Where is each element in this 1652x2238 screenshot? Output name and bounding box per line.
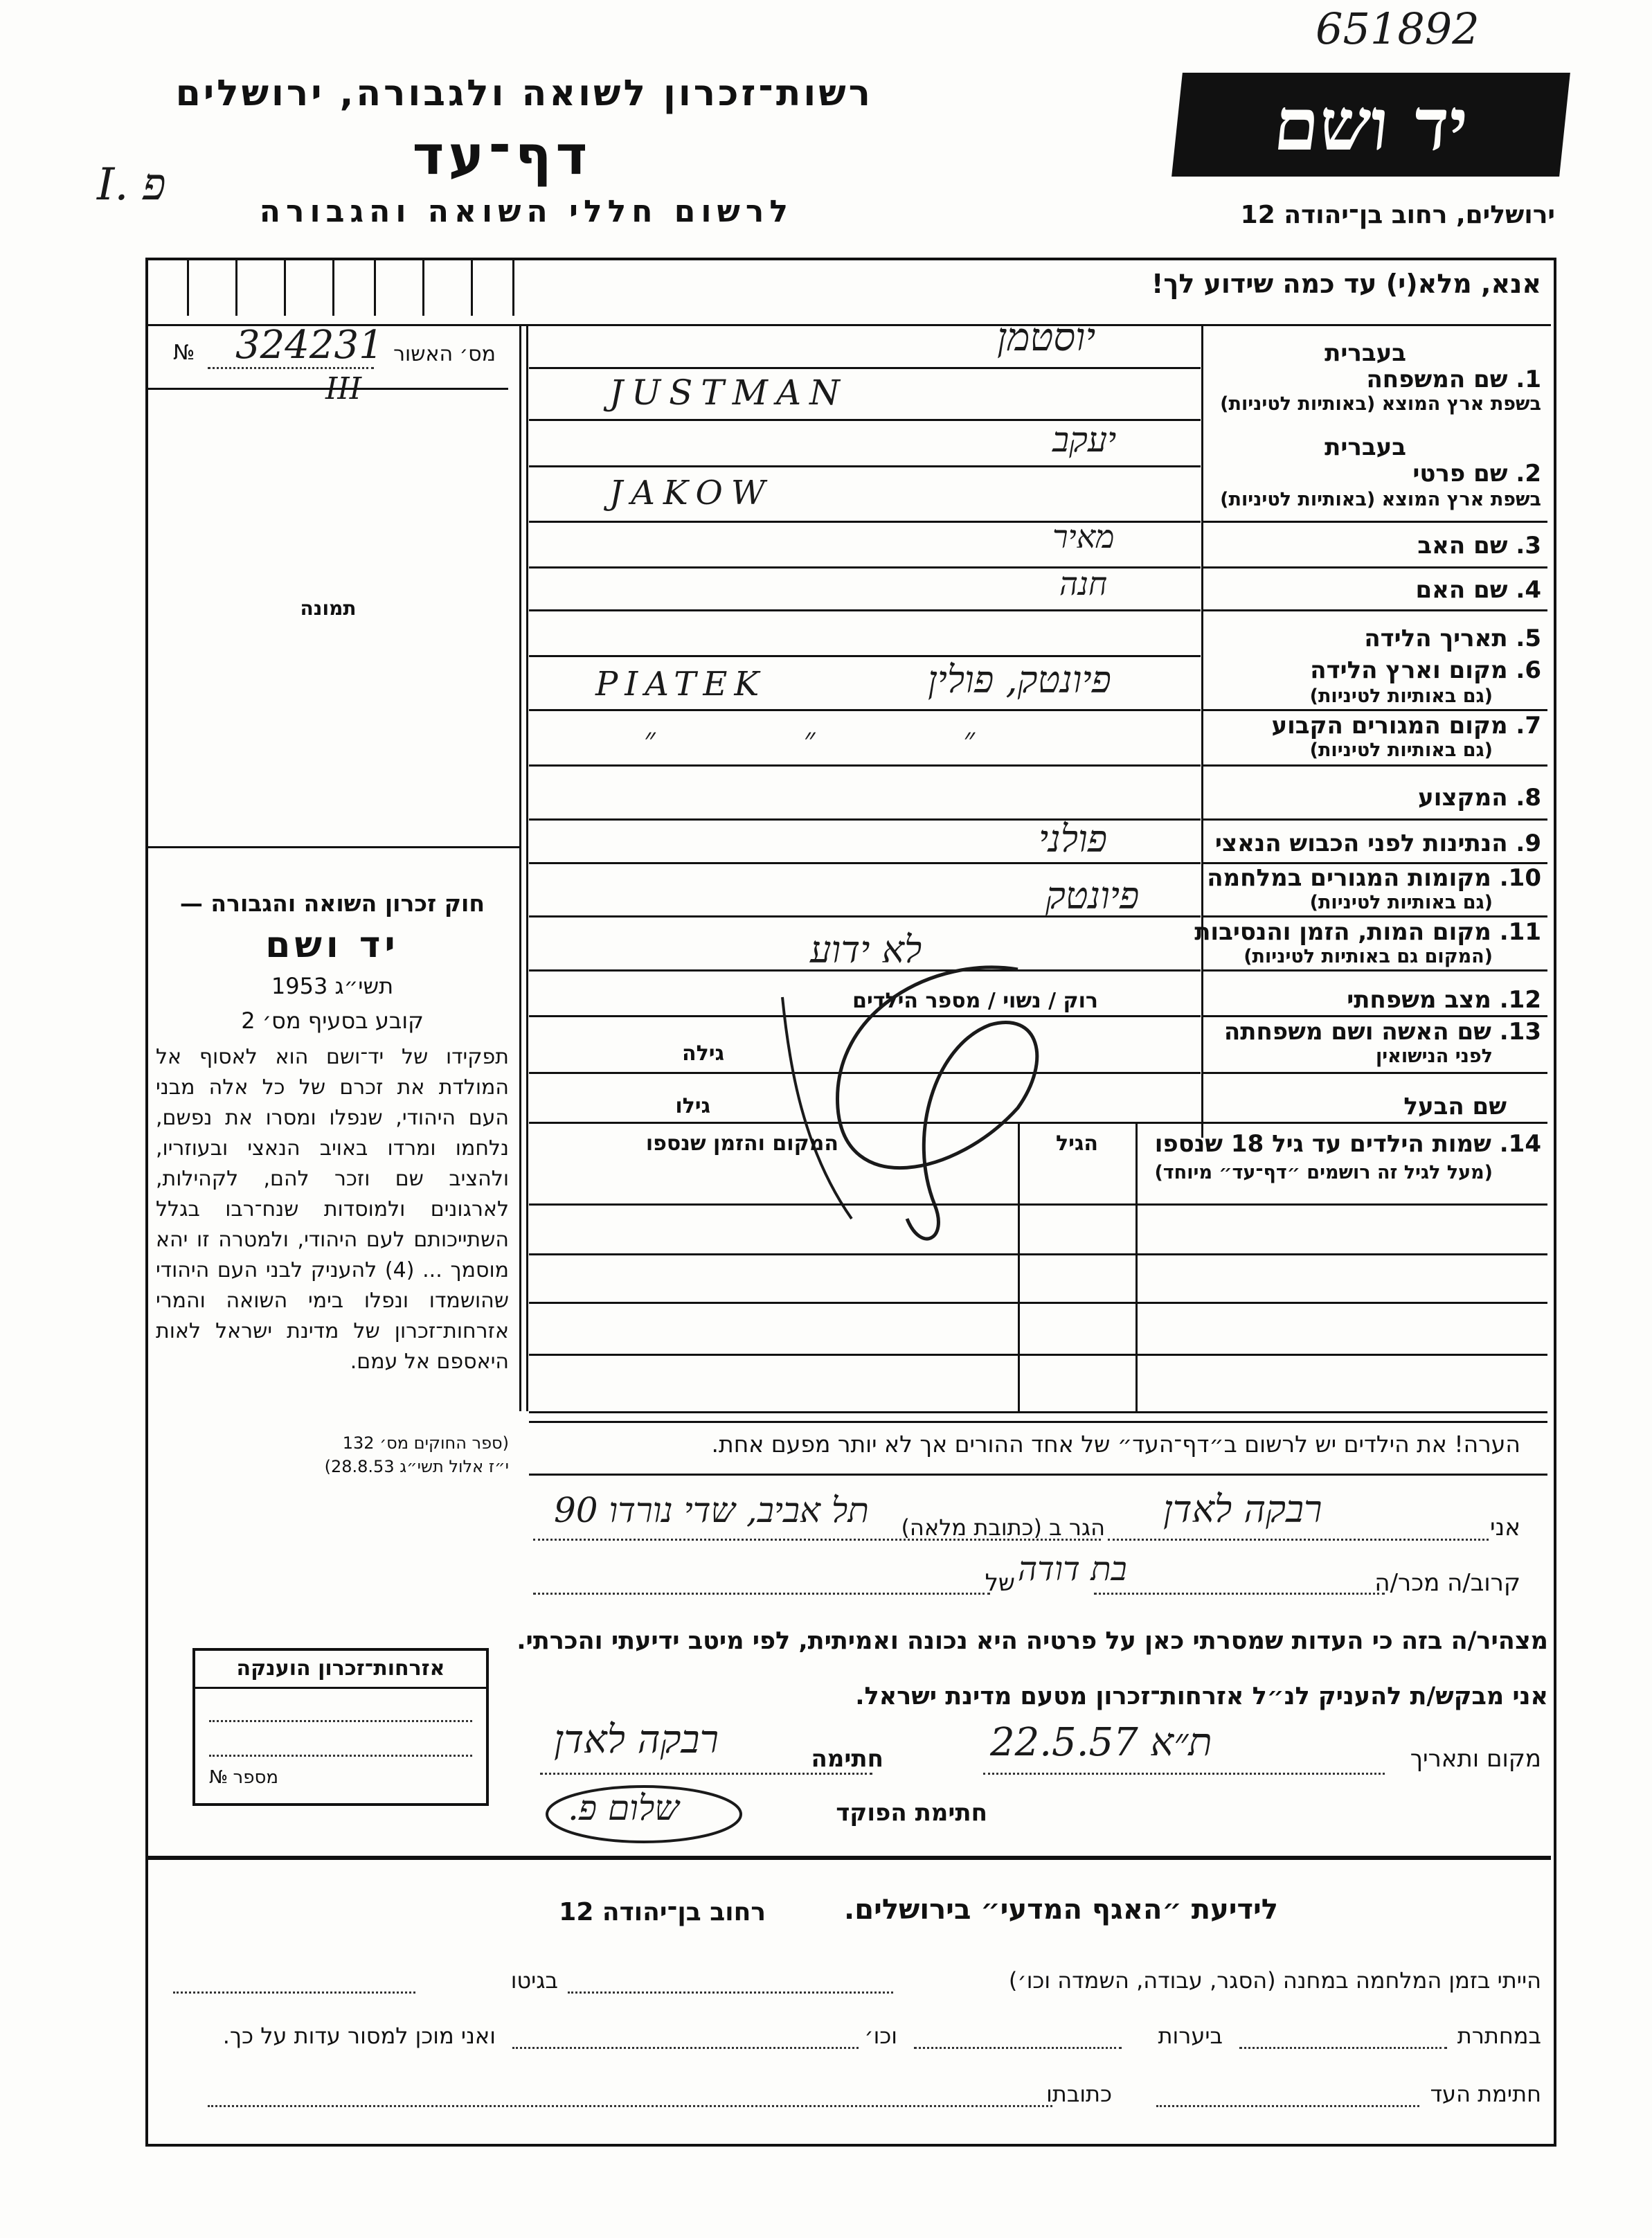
bottom-line2-b: ביערות bbox=[1158, 2023, 1223, 2049]
field-5-text: תאריך הלידה bbox=[1364, 625, 1508, 652]
field-6-num: 6. bbox=[1516, 656, 1541, 684]
field-1-value-latin: JUSTMAN bbox=[609, 373, 848, 413]
bottom-line2-a: במחתרת bbox=[1457, 2023, 1541, 2049]
note: הערה! את הילדים יש לרשום ב״דף־העד״ של אחד ההורים אך לא יותר מפעם אחת. bbox=[711, 1431, 1520, 1458]
field-4-value: חנה bbox=[1059, 565, 1108, 602]
archive-number: 651892 bbox=[1316, 3, 1480, 54]
declarant-i: אני bbox=[1490, 1514, 1520, 1541]
field-12-options: רוק / נשוי / מספר הילדים bbox=[852, 989, 1098, 1013]
children-text: שמות הילדים עד גיל 18 שנספו bbox=[1154, 1130, 1491, 1158]
field-12-text: מצב משפחתי bbox=[1347, 986, 1491, 1014]
field-11-sub: (המקום גם באותיות לטיניות) bbox=[1244, 946, 1493, 967]
form-title: דף־עד bbox=[412, 125, 592, 187]
clerk-signature-loop bbox=[540, 1780, 748, 1849]
law-title: חוק זכרון השואה והגבורה — bbox=[179, 890, 485, 917]
logo bbox=[1171, 73, 1570, 177]
approval-sub-mark: III bbox=[325, 371, 362, 406]
field-3-value: מאיר bbox=[1052, 518, 1115, 555]
place-date-value: ת״א 22.5.57 bbox=[990, 1720, 1212, 1765]
children-sub: (מעל לגיל זה רושמים ״דף־עד״ מיוחד) bbox=[1154, 1162, 1493, 1183]
field-5-num: 5. bbox=[1516, 625, 1541, 652]
field-2-value-latin: JAKOW bbox=[609, 474, 774, 512]
children-col-age: הגיל bbox=[1056, 1131, 1098, 1156]
field-4-num: 4. bbox=[1516, 576, 1541, 604]
children-num: 14. bbox=[1499, 1130, 1541, 1158]
field-5-label bbox=[1364, 625, 1541, 652]
field-9-label bbox=[1215, 830, 1541, 857]
field-11-value: לא ידוע bbox=[810, 928, 922, 972]
field-9-value: פולני bbox=[1039, 817, 1108, 861]
field-7-label bbox=[1271, 712, 1541, 740]
field-7-value: ״ ״ ״ bbox=[644, 722, 976, 757]
approval-number: 324231 bbox=[235, 323, 384, 368]
field-10-value: פיונטק bbox=[1045, 874, 1140, 917]
of-label: של bbox=[985, 1569, 1015, 1597]
field-13-num: 13. bbox=[1499, 1018, 1541, 1046]
instruction: אנא, מלא(י) עד כמה שידוע לך! bbox=[1151, 269, 1541, 299]
declarant-name: רבקה לאדן bbox=[1163, 1487, 1322, 1531]
field-3-text: שם האב bbox=[1417, 532, 1508, 560]
field-3-num: 3. bbox=[1516, 532, 1541, 560]
husband-label: שם הבעל bbox=[1403, 1093, 1507, 1120]
field-4-text: שם האם bbox=[1415, 576, 1508, 604]
field-8-label bbox=[1418, 784, 1541, 812]
field-6-label bbox=[1310, 656, 1541, 684]
law-text: תפקידו של יד־ושם הוא לאסוף אל המולדת את זכרם של כל אלה מבני העם היהודי, שנפלו ומסרו את נפשם, נלחמו ומרדו באויב הנאצי ובעוזריו, ולהציב שם וזכר להם, לקהילות, לארגונים ולמוסדות שנח־רבו בגלל השתייכותם לעם היהודי, ולמטרה זו יהא מוסמך ... (4) להעניק לבני העם היהודי שהושמדו ונפלו בימי השואה והמרי אזרחות־זכרון של מדינת ישראל לאות היאספם אל עמם. bbox=[156, 1045, 509, 1374]
bottom-title: לידיעת ״האגף המדעי״ בירושלים. bbox=[844, 1894, 1278, 1926]
tally-marks bbox=[145, 260, 519, 324]
husband-age-label: גילו bbox=[675, 1094, 710, 1118]
field-1-text: שם המשפחה bbox=[1366, 366, 1508, 393]
field-12-num: 12. bbox=[1499, 986, 1541, 1014]
field-10-label bbox=[1207, 864, 1541, 892]
logo-text: יד ושם bbox=[1270, 82, 1472, 167]
field-9-text: הנתינות לפני הכבוש הנאצי bbox=[1214, 830, 1508, 857]
bottom-line1-a: הייתי בזמן המלחמה במחנה (הסגר, עבודה, השמדה וכו׳) bbox=[1008, 1967, 1541, 1994]
children-label bbox=[1155, 1130, 1541, 1158]
field-1-lang: בעברית bbox=[1325, 339, 1406, 367]
bottom-line3-b: כתובתו bbox=[1046, 2081, 1112, 2107]
approval-no-mark: № bbox=[173, 341, 195, 365]
field-6-value-latin: PIATEK bbox=[595, 665, 766, 704]
field-2-num: 2. bbox=[1516, 460, 1541, 487]
form-subtitle: לרשום חללי השואה והגבורה bbox=[259, 194, 793, 229]
field-13-text: שם האשה ושם משפחתה bbox=[1223, 1018, 1491, 1046]
field-7-text: מקום המגורים הקבוע bbox=[1271, 712, 1508, 740]
field-4-label bbox=[1415, 576, 1541, 604]
bottom-line2-c: וכו׳ bbox=[864, 2023, 897, 2049]
law-ref-2: י״ז אלול תשי״ג 28.8.53) bbox=[324, 1457, 509, 1476]
field-11-label bbox=[1194, 918, 1541, 946]
field-2-label bbox=[1412, 460, 1541, 487]
relation-label: קרוב/ה מכר/ה bbox=[1374, 1569, 1520, 1597]
address: ירושלים, רחוב בן־יהודה 12 bbox=[1240, 201, 1555, 229]
field-11-text: מקום המות, הזמן והנסיבות bbox=[1194, 918, 1491, 946]
signature-label: חתימה bbox=[811, 1745, 883, 1773]
bottom-address: רחוב בן־יהודה 12 bbox=[559, 1898, 766, 1926]
signature-value: רבקה לאדן bbox=[554, 1717, 719, 1762]
citizenship-number-label: מספר bbox=[233, 1767, 278, 1788]
bottom-line1-b: בגיטו bbox=[510, 1967, 558, 1994]
field-11-num: 11. bbox=[1499, 918, 1541, 946]
clerk-signature-value: שלום פ. bbox=[568, 1788, 679, 1828]
clerk-signature-label: חתימת הפוקד bbox=[836, 1799, 987, 1827]
field-7-num: 7. bbox=[1516, 712, 1541, 740]
declarant-resident: הגר ב (כתובת מלאה) bbox=[901, 1514, 1105, 1541]
field-13-label bbox=[1224, 1018, 1541, 1046]
relation-value: בת דודה bbox=[1018, 1550, 1127, 1588]
field-2-value-hebrew: יעקב bbox=[1052, 420, 1117, 460]
margin-mark: I. פ bbox=[97, 159, 166, 211]
field-1-value-hebrew: יוסטמן bbox=[997, 315, 1096, 360]
field-2-sub: בשפת ארץ המוצא (באותיות לטיניות) bbox=[1220, 489, 1541, 510]
field-13-sub: לפני הנישואין bbox=[1375, 1046, 1493, 1067]
photo-label: תמונה bbox=[300, 597, 357, 620]
citizenship-box bbox=[192, 1648, 489, 1806]
citizenship-title: אזרחות־זכרון הוענקה bbox=[236, 1656, 445, 1681]
bottom-line3-a: חתימת העד bbox=[1430, 2081, 1541, 2107]
field-10-sub: (גם באותיות לטיניות) bbox=[1309, 892, 1493, 913]
field-2-text: שם פרטי bbox=[1412, 460, 1508, 487]
field-6-value-hebrew: פיונטק, פולין bbox=[928, 658, 1111, 701]
citizenship-no-mark: № bbox=[209, 1767, 228, 1788]
field-8-text: המקצוע bbox=[1418, 784, 1508, 812]
law-ref-1: (ספר החוקים מס׳ 132 bbox=[342, 1433, 509, 1453]
law-clause: קובע בסעיף מס׳ 2 bbox=[241, 1008, 424, 1034]
declarant-address: תל אביב, שדי נורדו 90 bbox=[554, 1490, 869, 1530]
field-6-text: מקום וארץ הלידה bbox=[1310, 656, 1508, 684]
field-12-label bbox=[1347, 986, 1541, 1014]
field-6-sub: (גם באותיות לטיניות) bbox=[1309, 686, 1493, 707]
field-9-num: 9. bbox=[1516, 830, 1541, 857]
bottom-line2-d: ואני מוכן למסור עדות על כך. bbox=[222, 2023, 496, 2049]
law-name: יד ושם bbox=[265, 924, 399, 966]
field-1-label bbox=[1366, 366, 1541, 393]
field-10-text: מקומות המגורים במלחמה bbox=[1207, 864, 1491, 892]
children-col-place: המקום והזמן שנספו bbox=[645, 1131, 838, 1156]
field-1-num: 1. bbox=[1516, 366, 1541, 393]
field-13-age-label: גילה bbox=[682, 1041, 724, 1066]
field-8-num: 8. bbox=[1516, 784, 1541, 812]
field-10-num: 10. bbox=[1499, 864, 1541, 892]
field-3-label bbox=[1417, 532, 1541, 560]
approval-label: מס׳ האשור bbox=[393, 342, 496, 366]
place-date-label: מקום ותאריך bbox=[1410, 1745, 1541, 1773]
field-7-sub: (גם באותיות לטיניות) bbox=[1309, 740, 1493, 761]
field-2-lang: בעברית bbox=[1325, 433, 1406, 461]
field-1-sub: בשפת ארץ המוצא (באותיות לטיניות) bbox=[1220, 393, 1541, 415]
org-line: רשות־זכרון לשואה ולגבורה, ירושלים bbox=[175, 73, 873, 114]
declaration: מצהיר/ה בזה כי העדות שמסרתי כאן על פרטיה היא נכונה ואמיתית, לפי מיטב ידיעתי והכרתי. bbox=[517, 1627, 1548, 1655]
law-year: תשי״ג 1953 bbox=[271, 973, 394, 999]
request: אני מבקש/ת להעניק לנ״ל אזרחות־זכרון מטעם מדינת ישראל. bbox=[855, 1683, 1548, 1710]
handwritten-loop bbox=[727, 928, 1087, 1260]
